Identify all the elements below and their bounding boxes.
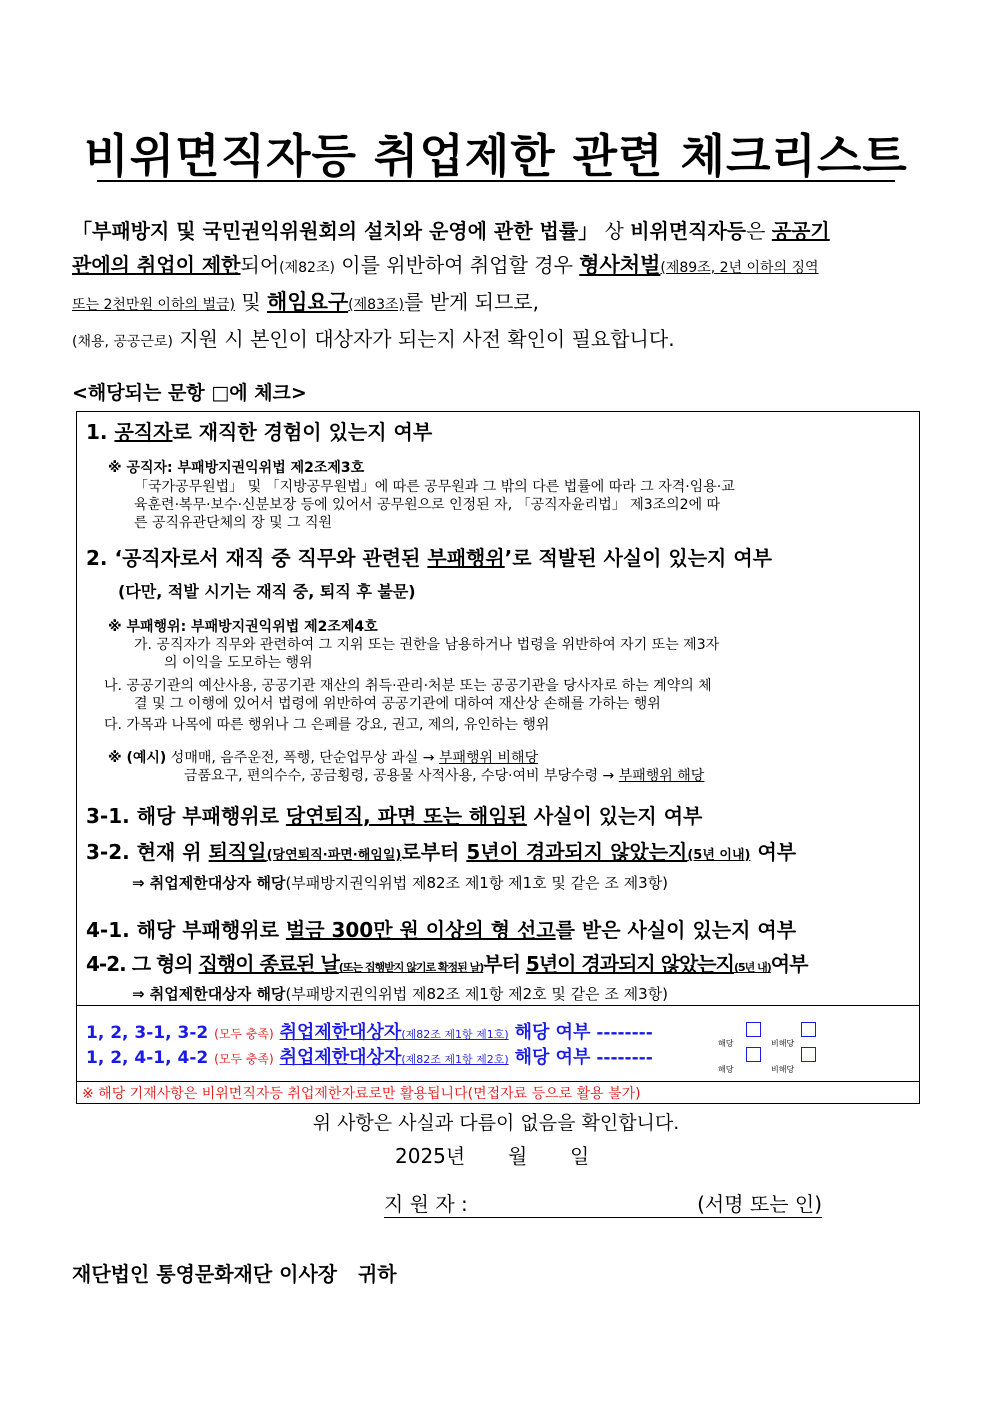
note-line: 육훈련·복무·보수·신분보장 등에 있어서 공무원으로 인정된 자, 「공직자윤리법」 제3조의2에 따	[134, 497, 721, 513]
summary-row-1	[86, 1018, 653, 1044]
item-keyword: 5년이 경과되지 않았는지	[466, 840, 688, 864]
summary-all: (모두 충족)	[214, 1027, 274, 1041]
item-text: 부터	[483, 952, 520, 976]
item-text: 로 재직한 경험이 있는지 여부	[172, 420, 433, 444]
note-line: 른 공직유관단체의 장 및 그 직원	[134, 515, 333, 531]
note-line: 의 이익을 도모하는 행위	[164, 655, 313, 671]
sign-label: (서명 또는 인)	[697, 1192, 822, 1216]
note-line: 「국가공무원법」 및 「지방공무원법」에 따른 공무원과 그 밖의 다른 법률에 따라 그 자격·임용·교	[134, 479, 735, 495]
item-small: (5년 이내)	[687, 848, 751, 863]
item-text: 를 받은 사실이 있는지 여부	[555, 918, 797, 942]
applicant-label: 지 원 자 :	[384, 1192, 468, 1216]
checkbox-row1-yes[interactable]	[746, 1022, 761, 1037]
ref-89: (제89조, 2년 이하의 징역	[660, 260, 819, 276]
subject: 비위면직자등	[630, 219, 747, 243]
item-text: 로부터	[401, 840, 460, 864]
summary-end: 해당 여부	[514, 1022, 591, 1043]
item-4-2	[86, 948, 807, 977]
item-text: 해당 부패행위로	[136, 804, 279, 828]
item-2-ga	[134, 636, 914, 672]
result-label: ⇒ 취업제한대상자 해당	[132, 985, 286, 1003]
item-text: 여부	[757, 840, 797, 864]
recipient: 재단법인 통영문화재단 이사장 귀하	[72, 1262, 397, 1286]
item-keyword: 벌금 300만 원 이상의 형 선고	[285, 918, 556, 942]
item-4-result	[132, 983, 668, 1004]
law-name: 「부패방지 및 국민권익위원회의 설치와 운영에 관한 법률」	[72, 219, 599, 243]
summary-dashes: --------	[596, 1023, 653, 1043]
summary-dashes: --------	[596, 1048, 653, 1068]
ref-89-cont: 또는 2천만원 이하의 벌금)	[72, 297, 235, 313]
example-result: 부패행위 비해당	[438, 750, 539, 766]
option-no-label: 비해당	[771, 1039, 795, 1048]
item-keyword: 집행이 종료된 날	[198, 952, 339, 976]
intro-text: 및	[241, 290, 261, 314]
item-2-na	[104, 677, 916, 713]
item-small: (또는 집행받지 않기로 확정된 날)	[338, 961, 484, 974]
intro-text: 상	[604, 219, 624, 243]
summary-end: 해당 여부	[514, 1047, 591, 1068]
summary-ref: (제82조 제1항 제2호)	[401, 1053, 509, 1066]
note-line: 결 및 그 이행에 있어서 법령에 위반하여 공공기관에 대하여 재산상 손해를 가하는 행위	[134, 696, 661, 712]
summary-divider	[76, 1005, 920, 1006]
item-keyword: 공직자	[114, 420, 173, 444]
item-text: 해당 부패행위로	[136, 918, 279, 942]
restriction-phrase-part1: 공공기	[771, 219, 830, 243]
summary-ref: (제82조 제1항 제1호)	[401, 1028, 509, 1041]
item-number: 4-2.	[86, 952, 126, 976]
item-keyword: 부패행위	[427, 546, 505, 570]
page-title: 비위면직자등 취업제한 관련 체크리스트	[84, 129, 908, 183]
item-2	[86, 542, 772, 571]
item-keyword: 5년이 경과되지 않았는지	[525, 952, 734, 976]
item-3-result	[132, 872, 668, 893]
restriction-phrase-part2: 관에의 취업이 제한	[72, 253, 241, 277]
confirm-text: 위 사항은 사실과 다름이 없음을 확인합니다.	[312, 1112, 680, 1134]
summary-row-2	[86, 1043, 653, 1069]
item-2-note-head: ※ 부패행위: 부패방지권익위법 제2조제4호	[108, 619, 378, 635]
example-result: 부패행위 해당	[618, 768, 705, 784]
option-yes-label: 해당	[718, 1039, 734, 1048]
checkbox-row1-no[interactable]	[801, 1022, 816, 1037]
summary-items: 1, 2, 4-1, 4-2	[86, 1048, 209, 1068]
dismissal-phrase: 해임요구	[267, 290, 349, 314]
result-ref: (부패방지권익위법 제82조 제1항 제1호 및 같은 조 제3항)	[285, 874, 669, 892]
warning-divider	[76, 1081, 920, 1082]
date-month: 월	[507, 1144, 528, 1168]
example-label: ※ (예시)	[108, 750, 167, 766]
item-1-note	[134, 478, 914, 532]
item-keyword: 당연퇴직, 파면 또는 해임된	[285, 804, 527, 828]
intro-text: 이를 위반하여 취업할 경우	[341, 253, 573, 277]
item-small: (5년 내)	[733, 961, 771, 974]
summary-keyword: 취업제한대상자	[279, 1047, 402, 1068]
penalty-phrase: 형사처벌	[579, 253, 661, 277]
item-number: 3-1.	[86, 804, 130, 828]
checkbox-row2-yes[interactable]	[746, 1047, 761, 1062]
item-1-note-head: ※ 공직자: 부패방지권익위법 제2조제3호	[108, 460, 365, 476]
intro-text: 지원 시 본인이 대상자가 되는지 사전 확인이 필요합니다.	[179, 327, 675, 351]
example-text: 금품요구, 편의수수, 공금횡령, 공용물 사적사용, 수당·여비 부당수령 →	[184, 768, 615, 784]
ref-82: (제82조)	[279, 260, 335, 276]
item-4-1	[86, 914, 796, 943]
item-small: (당연퇴직·파면·해임일)	[266, 848, 402, 863]
note-line: 가. 공직자가 직무와 관련하여 그 지위 또는 권한을 남용하거나 법령을 위반하여 자기 또는 제3자	[134, 637, 720, 653]
item-3-1	[86, 800, 702, 829]
date-day: 일	[569, 1144, 590, 1168]
check-heading: <해당되는 문항 □에 체크>	[72, 382, 307, 404]
applicant-line[interactable]	[384, 1188, 822, 1218]
intro-text: 를 받게 되므로,	[403, 290, 539, 314]
item-1	[86, 416, 432, 445]
title-underline	[97, 180, 895, 182]
intro-text: 은	[746, 219, 766, 243]
result-ref: (부패방지권익위법 제82조 제1항 제2호 및 같은 조 제3항)	[285, 985, 669, 1003]
option-yes-label: 해당	[718, 1065, 734, 1074]
intro-text: 되어	[240, 253, 280, 277]
summary-all: (모두 충족)	[214, 1052, 274, 1066]
warning-text: ※ 해당 기재사항은 비위면직자등 취업제한자료로만 활용됩니다(면접자료 등으로 활용 불가)	[82, 1086, 641, 1102]
result-label: ⇒ 취업제한대상자 해당	[132, 874, 286, 892]
intro-small: (채용, 공공근로)	[72, 334, 173, 350]
checkbox-row2-no[interactable]	[801, 1047, 816, 1062]
item-2-examples	[108, 749, 908, 785]
summary-keyword: 취업제한대상자	[279, 1022, 402, 1043]
item-number: 3-2.	[86, 840, 130, 864]
date-year: 2025년	[395, 1144, 466, 1168]
item-text: 그 형의	[131, 952, 193, 976]
intro-paragraph	[72, 214, 924, 359]
option-no-label: 비해당	[771, 1065, 795, 1074]
date-line	[395, 1140, 589, 1169]
summary-items: 1, 2, 3-1, 3-2	[86, 1023, 209, 1043]
item-2-da: 다. 가목과 나목에 따른 행위나 그 은폐를 강요, 권고, 제의, 유인하는 행위	[104, 717, 550, 733]
item-number: 4-1.	[86, 918, 130, 942]
item-text: 여부	[770, 952, 808, 976]
item-number: 1.	[86, 420, 108, 444]
ref-83: (제83조)	[348, 297, 404, 313]
item-number: 2.	[86, 546, 108, 570]
note-line: 나. 공공기관의 예산사용, 공공기관 재산의 취득·관리·처분 또는 공공기관을 당사자로 하는 계약의 체	[104, 678, 712, 694]
item-text: 현재 위	[136, 840, 202, 864]
example-text: 성매매, 음주운전, 폭행, 단순업무상 과실 →	[170, 750, 435, 766]
item-text: ’로 적발된 사실이 있는지 여부	[504, 546, 772, 570]
item-text: 사실이 있는지 여부	[533, 804, 703, 828]
item-text: ‘공직자로서 재직 중 직무와 관련된	[114, 546, 421, 570]
item-2-sub: (다만, 적발 시기는 재직 중, 퇴직 후 불문)	[118, 582, 416, 601]
item-3-2	[86, 836, 796, 865]
item-keyword: 퇴직일	[208, 840, 267, 864]
